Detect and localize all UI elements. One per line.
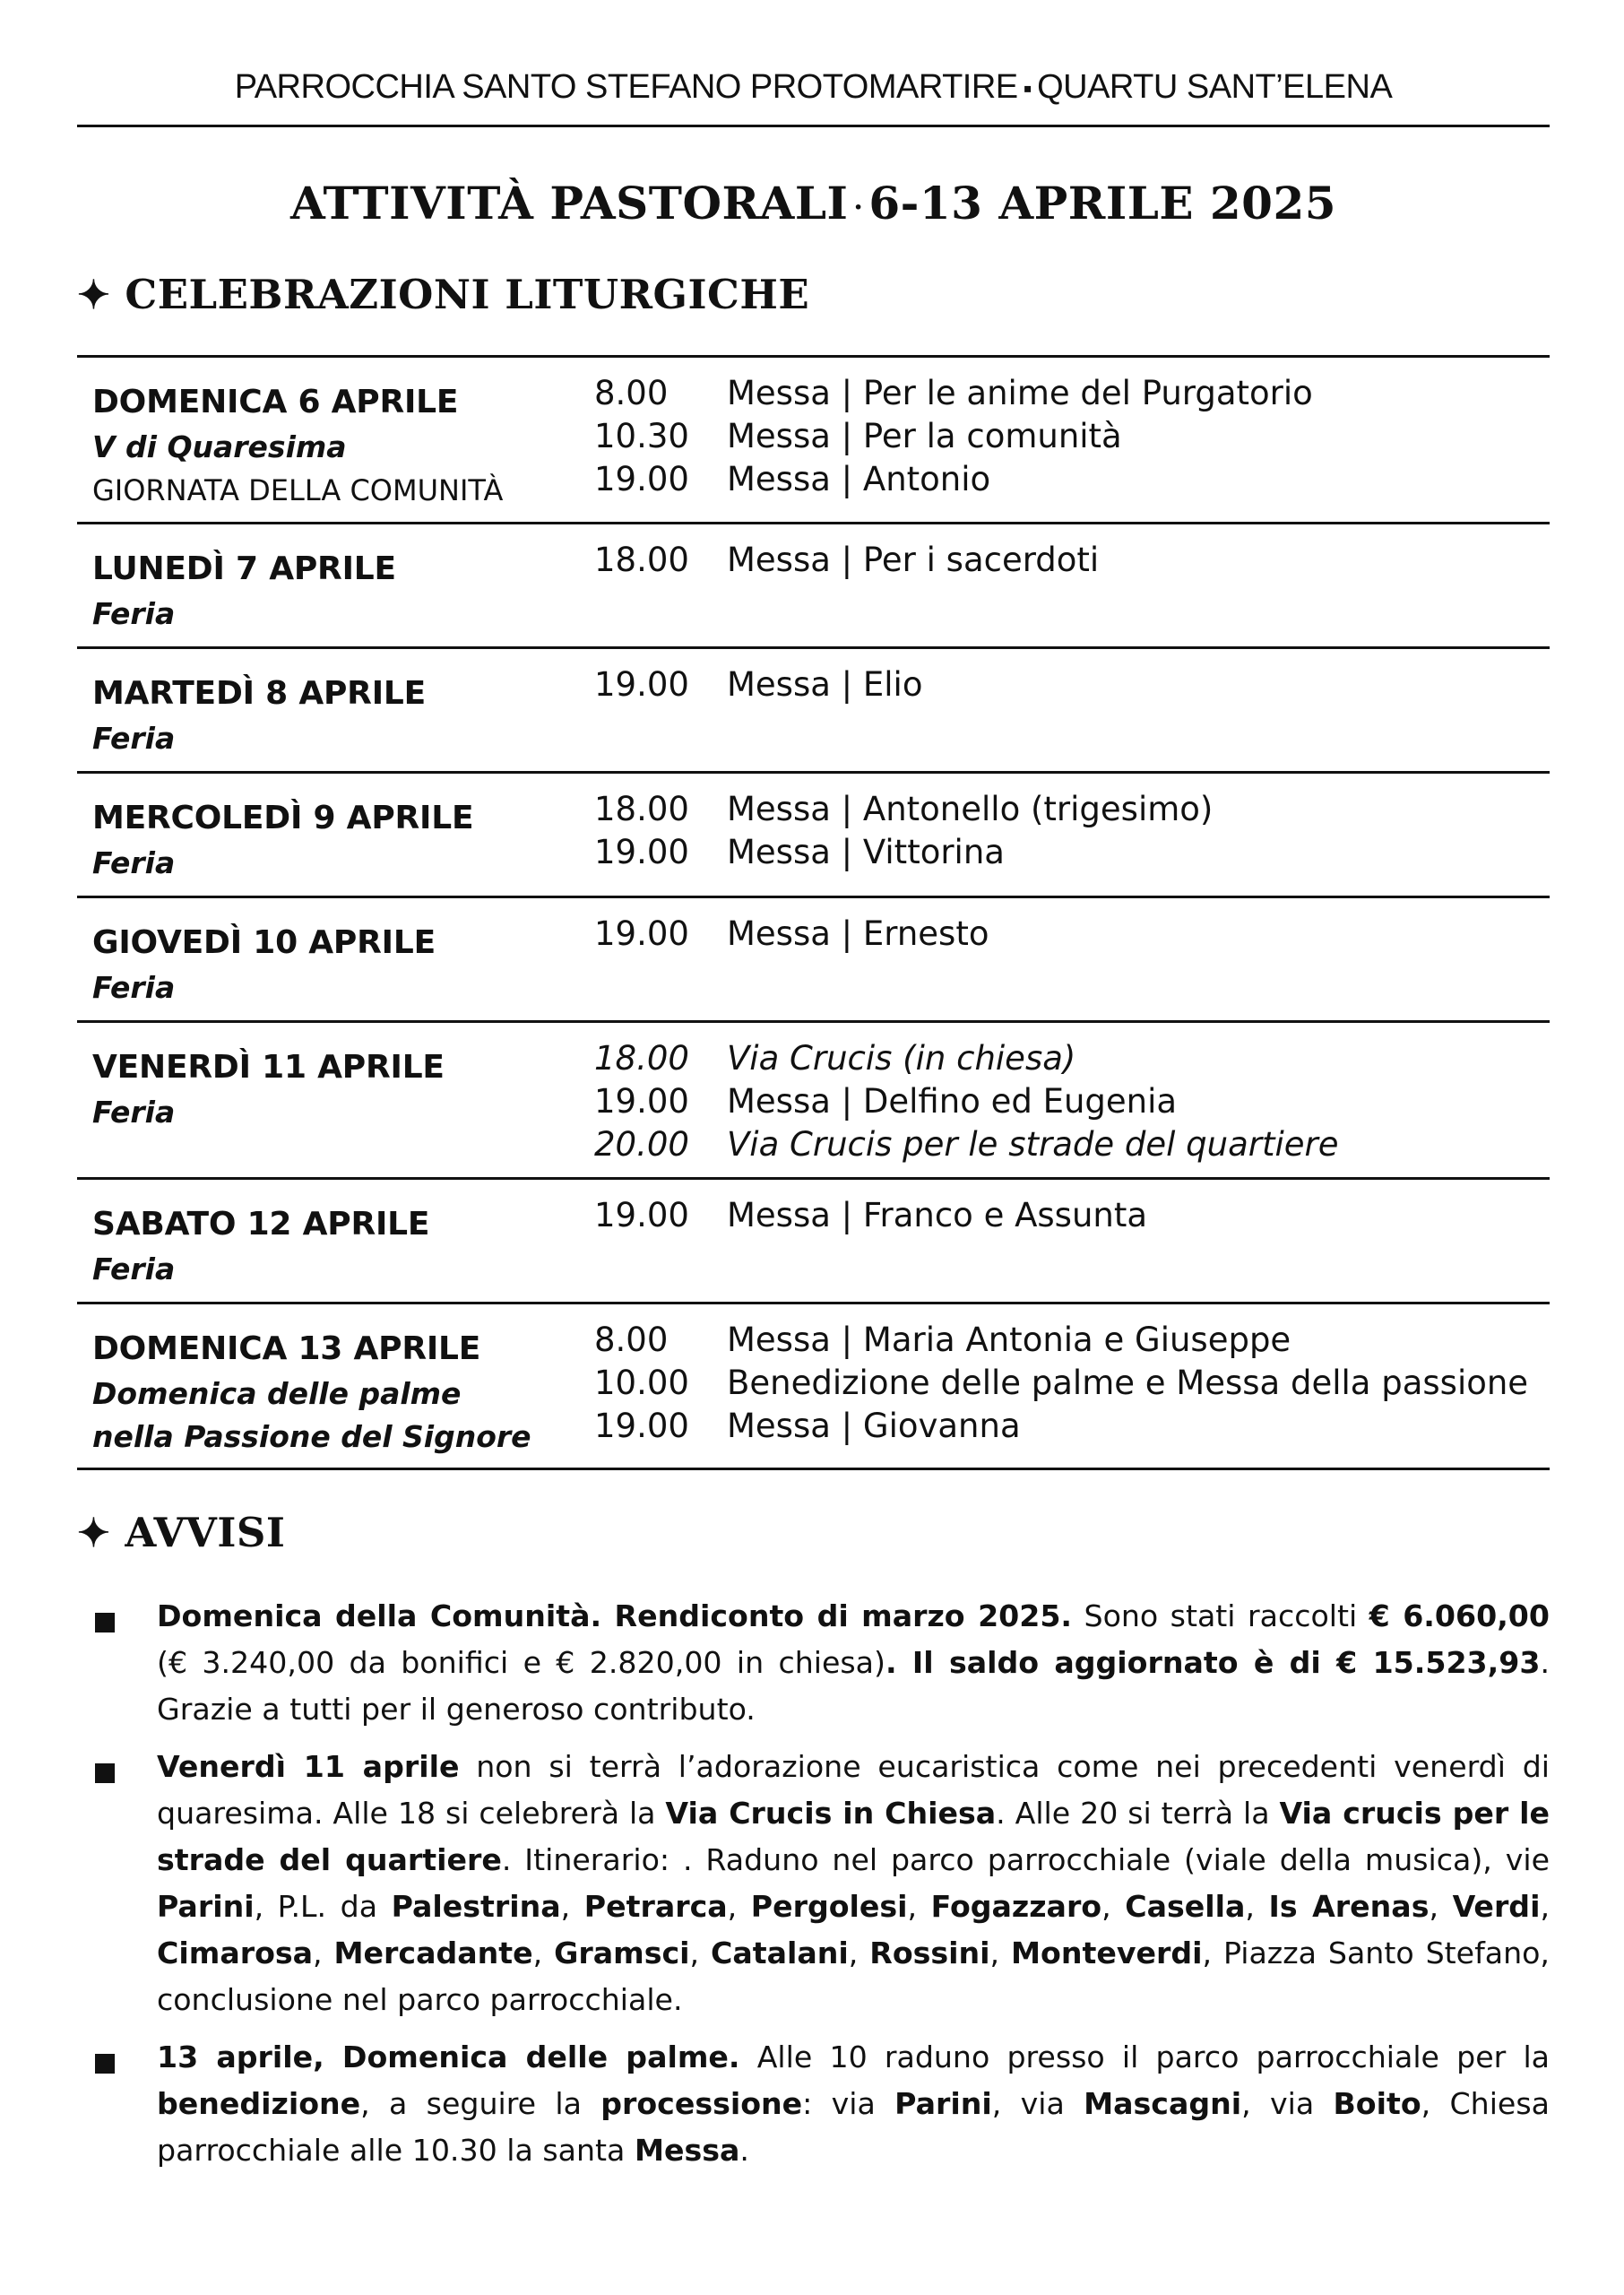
- event-item: [594, 539, 1099, 582]
- day-name: MERCOLEDÌ 9 APRILE: [92, 800, 474, 836]
- schedule-day-row: [77, 522, 1550, 646]
- event-description: Benedizione delle palme e Messa della passione: [727, 1364, 1529, 1402]
- event-description: Messa | Per le anime del Purgatorio: [727, 374, 1313, 412]
- notice-text-bold: Messa: [634, 2133, 740, 2168]
- day-info: [92, 920, 436, 1009]
- parish-header: [77, 68, 1550, 107]
- event-description: Messa | Per la comunità: [727, 417, 1122, 455]
- day-info: [92, 379, 503, 512]
- notice-text: [157, 2034, 1550, 2174]
- liturgical-day-label: Feria: [92, 596, 176, 631]
- event-time: 19.00: [594, 833, 689, 871]
- notice-text-bold: Via crucis per le strade del quartiere: [157, 1796, 1550, 1877]
- notice-text-bold: Monteverdi: [1011, 1936, 1203, 1970]
- notice-text-run: ,: [989, 1936, 1012, 1970]
- day-note: GIORNATA DELLA COMUNITÀ: [92, 473, 504, 507]
- notice-text-bold: processione: [600, 2086, 803, 2121]
- event-time: 19.00: [594, 1407, 689, 1445]
- title-main: ATTIVITÀ PASTORALI: [289, 177, 849, 230]
- header-separator: ▪: [1023, 74, 1032, 102]
- notice-text-run: (€ 3.240,00 da bonifici e € 2.820,00 in chiesa): [157, 1645, 885, 1680]
- notice-text-run: , via: [991, 2086, 1084, 2121]
- notice-text-run: : via: [802, 2086, 895, 2121]
- notice-text: [157, 1744, 1550, 2023]
- notice-text-run: ,: [1101, 1889, 1126, 1924]
- notice-text-run: ,: [689, 1936, 711, 1970]
- day-info: [92, 546, 396, 636]
- event-time: 19.00: [594, 1082, 689, 1121]
- section-label: CELEBRAZIONI LITURGICHE: [125, 271, 810, 318]
- event-item: [594, 1319, 1528, 1362]
- event-description: Messa | Antonio: [727, 460, 991, 498]
- event-item: [594, 1080, 1339, 1123]
- event-description: Via Crucis (in chiesa): [727, 1039, 1076, 1078]
- notice-text-run: ,: [560, 1889, 584, 1924]
- notice-text-run: , Chiesa parrocchiale alle 10.30 la santa: [157, 2086, 1550, 2168]
- section-heading-notices: [77, 1509, 285, 1556]
- event-item: [594, 458, 1313, 501]
- event-time: 18.00: [594, 790, 689, 828]
- event-item: [594, 1405, 1528, 1448]
- notice-text-bold: Fogazzaro: [930, 1889, 1102, 1924]
- header-rule: [77, 125, 1550, 127]
- title-separator: ·: [853, 191, 864, 223]
- day-info: [92, 1044, 445, 1134]
- schedule-day-row: [77, 1302, 1550, 1470]
- notice-text-bold: Gramsci: [554, 1936, 690, 1970]
- notice-text-bold: benedizione: [157, 2086, 361, 2121]
- notice-text-run: . Alle 20 si terrà la: [996, 1796, 1280, 1831]
- event-time: 19.00: [594, 460, 689, 498]
- notice-item: [77, 2034, 1550, 2174]
- notice-text-run: Sono stati raccolti: [1072, 1598, 1369, 1633]
- notice-text-bold: Casella: [1125, 1889, 1246, 1924]
- four-pointed-star-icon: ✦: [77, 273, 111, 318]
- notice-text-run: , a seguire la: [360, 2086, 601, 2121]
- event-list: [594, 1194, 1147, 1237]
- event-time: 10.00: [594, 1364, 689, 1402]
- notice-text-bold: Boito: [1333, 2086, 1421, 2121]
- notice-text-run: , P.L. da: [254, 1889, 392, 1924]
- notice-text-run: ,: [532, 1936, 555, 1970]
- notice-text-bold: Verdi: [1452, 1889, 1541, 1924]
- event-time: 20.00: [594, 1125, 689, 1164]
- notice-text-bold: Petrarca: [583, 1889, 728, 1924]
- event-item: [594, 1194, 1147, 1237]
- liturgical-day-label: Feria: [92, 1095, 176, 1130]
- notice-text-run: ,: [907, 1889, 931, 1924]
- notice-text-bold: € 6.060,00: [1369, 1598, 1550, 1633]
- four-pointed-star-icon: ✦: [77, 1511, 111, 1556]
- notice-text-run: ,: [848, 1936, 870, 1970]
- liturgical-day-label: V di Quaresima: [92, 429, 347, 464]
- event-item: [594, 913, 989, 956]
- event-description: Messa | Vittorina: [727, 833, 1005, 871]
- event-time: 8.00: [594, 374, 669, 412]
- notice-text-run: .: [739, 2133, 749, 2168]
- event-item: [594, 1037, 1339, 1080]
- notice-item: [77, 1744, 1550, 2023]
- notice-text-bold: Domenica della Comunità. Rendiconto di marzo 2025.: [157, 1598, 1073, 1633]
- square-bullet-icon: [95, 1613, 115, 1632]
- notices-list: [77, 1593, 1550, 2185]
- event-description: Messa | Franco e Assunta: [727, 1196, 1148, 1234]
- notice-text-run: , Piazza Santo Stefano, conclusione nel parco parrocchiale.: [157, 1936, 1550, 2017]
- event-item: [594, 415, 1313, 458]
- day-name: VENERDÌ 11 APRILE: [92, 1049, 445, 1086]
- event-description: Messa | Ernesto: [727, 914, 989, 953]
- event-description: Messa | Delfino ed Eugenia: [727, 1082, 1178, 1121]
- schedule-day-row: [77, 355, 1550, 522]
- event-list: [594, 788, 1213, 874]
- event-time: 19.00: [594, 665, 689, 704]
- day-name: DOMENICA 13 APRILE: [92, 1330, 481, 1367]
- parish-name: PARROCCHIA SANTO STEFANO PROTOMARTIRE: [234, 68, 1018, 106]
- event-description: Messa | Maria Antonia e Giuseppe: [727, 1321, 1291, 1359]
- section-label: AVVISI: [125, 1509, 286, 1556]
- notice-text-bold: Pergolesi: [750, 1889, 908, 1924]
- town-name: QUARTU SANT’ELENA: [1037, 68, 1393, 106]
- liturgical-day-label: Domenica delle palme: [92, 1376, 462, 1411]
- notice-item: [77, 1593, 1550, 1733]
- notice-text-run: Alle 10 raduno presso il parco parrocchiale per la: [739, 2040, 1550, 2074]
- event-item: [594, 372, 1313, 415]
- notice-text-run: , via: [1241, 2086, 1334, 2121]
- event-list: [594, 1319, 1528, 1448]
- event-description: Via Crucis per le strade del quartiere: [727, 1125, 1339, 1164]
- liturgical-day-label: Feria: [92, 845, 176, 880]
- notice-text-bold: Via Crucis in Chiesa: [665, 1796, 997, 1831]
- day-name: GIOVEDÌ 10 APRILE: [92, 924, 436, 961]
- square-bullet-icon: [95, 2054, 115, 2074]
- notice-text-bold: Is Arenas: [1268, 1889, 1430, 1924]
- notice-text-run: non si terrà l’adorazione eucaristica come nei precedenti venerdì di quaresima. Alle 18 si celebrerà la: [157, 1749, 1550, 1831]
- notice-text-run: ,: [313, 1936, 334, 1970]
- event-item: [594, 1123, 1339, 1166]
- day-name: LUNEDÌ 7 APRILE: [92, 550, 396, 587]
- event-item: [594, 831, 1213, 874]
- event-item: [594, 1362, 1528, 1405]
- day-name: DOMENICA 6 APRILE: [92, 384, 459, 420]
- notice-text-run: . Itinerario: . Raduno nel parco parrocchiale (viale della musica), vie: [501, 1842, 1551, 1877]
- event-list: [594, 539, 1099, 582]
- event-list: [594, 913, 989, 956]
- event-time: 19.00: [594, 1196, 689, 1234]
- notice-text-bold: Mascagni: [1084, 2086, 1242, 2121]
- notice-text-bold: 13 aprile, Domenica delle palme.: [157, 2040, 740, 2074]
- liturgical-schedule: [77, 355, 1550, 1470]
- liturgical-day-label: Feria: [92, 1251, 176, 1286]
- event-list: [594, 1037, 1339, 1166]
- event-description: Messa | Per i sacerdoti: [727, 541, 1100, 579]
- notice-text-bold: Parini: [894, 2086, 992, 2121]
- event-time: 19.00: [594, 914, 689, 953]
- schedule-day-row: [77, 771, 1550, 896]
- title-dates: 6-13 APRILE 2025: [868, 177, 1337, 230]
- liturgical-day-label: Feria: [92, 970, 176, 1005]
- schedule-day-row: [77, 646, 1550, 771]
- event-time: 18.00: [594, 1039, 689, 1078]
- event-time: 18.00: [594, 541, 689, 579]
- day-info: [92, 1326, 531, 1459]
- event-list: [594, 663, 922, 706]
- day-name: MARTEDÌ 8 APRILE: [92, 675, 427, 712]
- document-title: [77, 177, 1550, 230]
- notice-text-bold: Parini: [157, 1889, 255, 1924]
- schedule-day-row: [77, 896, 1550, 1020]
- day-info: [92, 1201, 429, 1291]
- notice-text-run: ,: [1540, 1889, 1551, 1924]
- event-description: Messa | Elio: [727, 665, 923, 704]
- notice-text: [157, 1593, 1550, 1733]
- notice-text-bold: Cimarosa: [157, 1936, 314, 1970]
- section-heading-celebrations: [77, 271, 809, 318]
- notice-text-run: ,: [1245, 1889, 1269, 1924]
- notice-text-bold: Mercadante: [333, 1936, 533, 1970]
- notice-text-bold: Palestrina: [391, 1889, 561, 1924]
- schedule-day-row: [77, 1177, 1550, 1302]
- event-time: 8.00: [594, 1321, 669, 1359]
- event-time: 10.30: [594, 417, 689, 455]
- notice-text-bold: Rossini: [869, 1936, 990, 1970]
- day-name: SABATO 12 APRILE: [92, 1206, 430, 1243]
- event-description: Messa | Giovanna: [727, 1407, 1021, 1445]
- notice-text-run: ,: [727, 1889, 751, 1924]
- event-list: [594, 372, 1313, 501]
- notice-text-run: . Grazie a tutti per il generoso contributo.: [157, 1645, 1550, 1727]
- liturgical-day-label: nella Passione del Signore: [92, 1419, 531, 1454]
- event-description: Messa | Antonello (trigesimo): [727, 790, 1214, 828]
- schedule-day-row: [77, 1020, 1550, 1177]
- notice-text-run: ,: [1429, 1889, 1453, 1924]
- notice-text-bold: Catalani: [711, 1936, 849, 1970]
- notice-text-bold: . Il saldo aggiornato è di € 15.523,93: [885, 1645, 1541, 1680]
- event-item: [594, 663, 922, 706]
- day-info: [92, 795, 473, 885]
- square-bullet-icon: [95, 1763, 115, 1783]
- event-item: [594, 788, 1213, 831]
- liturgical-day-label: Feria: [92, 721, 176, 756]
- day-info: [92, 671, 426, 760]
- notice-text-bold: Venerdì 11 aprile: [157, 1749, 460, 1784]
